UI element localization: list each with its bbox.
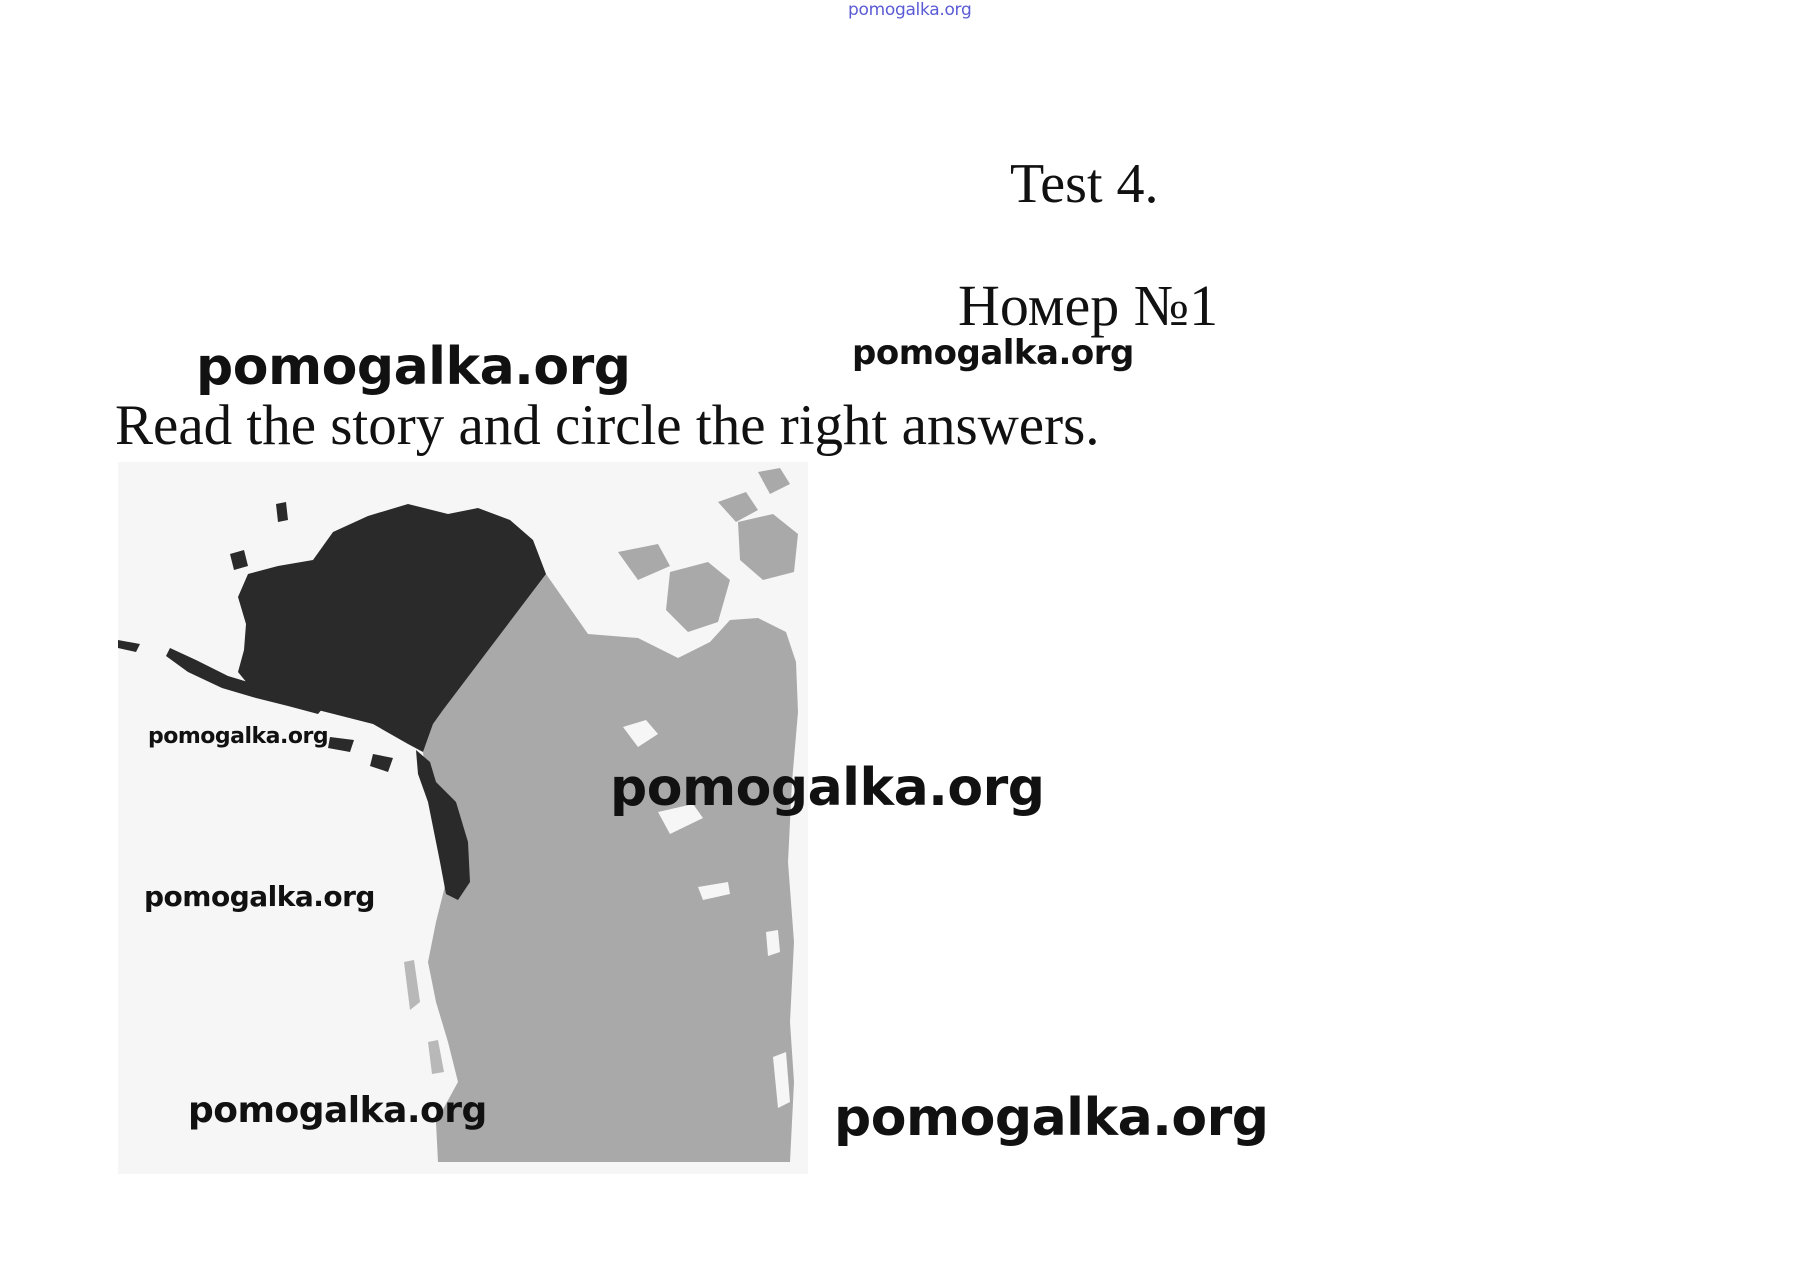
watermark: pomogalka.org [144, 880, 375, 913]
site-link[interactable]: pomogalka.org [848, 0, 972, 20]
watermark: pomogalka.org [610, 758, 1045, 818]
watermark: pomogalka.org [196, 337, 631, 397]
watermark: pomogalka.org [852, 333, 1134, 373]
map-alaska-canada [118, 462, 808, 1174]
watermark: pomogalka.org [834, 1088, 1269, 1148]
test-title: Test 4. [1010, 153, 1159, 215]
instruction-text: Read the story and circle the right answers. [115, 394, 1100, 457]
map-lake [766, 930, 780, 956]
watermark: pomogalka.org [148, 724, 329, 749]
watermark: pomogalka.org [188, 1090, 487, 1131]
map-alaska-island [276, 502, 288, 522]
task-number: Номер №1 [958, 273, 1219, 338]
map-region-canada [423, 574, 798, 1162]
